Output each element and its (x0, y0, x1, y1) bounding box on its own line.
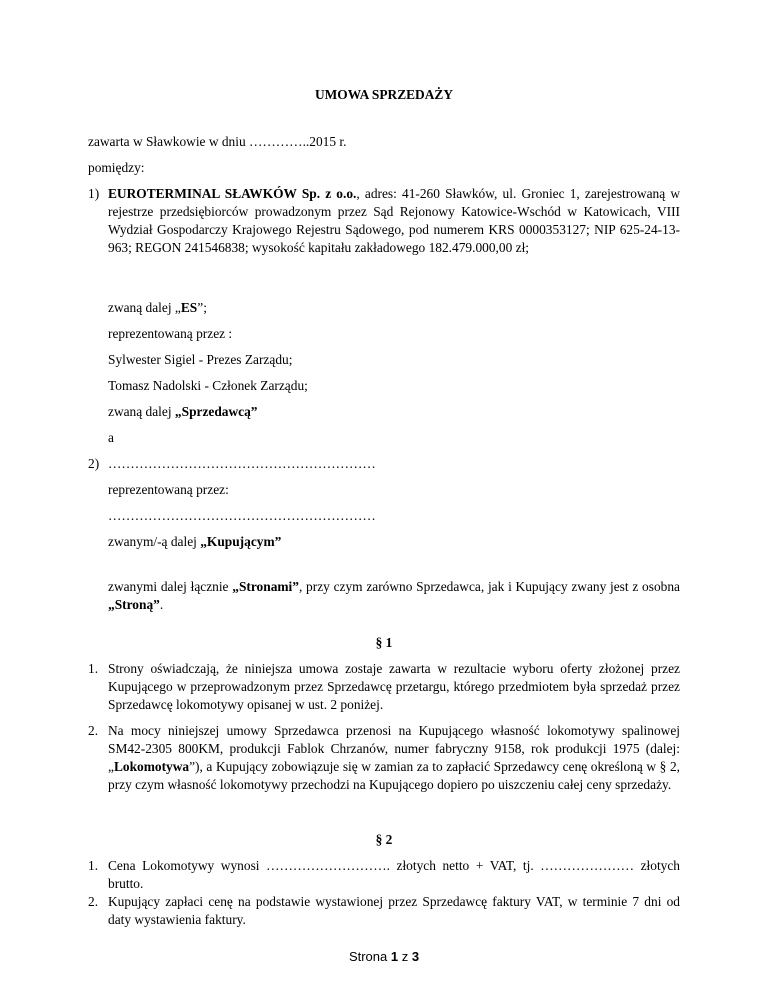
parties-definition: zwanymi dalej łącznie „Stronami”, przy czym zarówno Sprzedawca, jak i Kupujący zwany jest z osobna „Stroną”. (108, 579, 680, 612)
section-2-item-2-number: 2. (88, 894, 99, 909)
section-2-item-2: Kupujący zapłaci cenę na podstawie wystawionej przez Sprzedawcę faktury VAT, w terminie 7 dni od daty wystawienia faktury. (108, 894, 680, 927)
section-2-heading: § 2 (375, 832, 393, 847)
document-title: UMOWA SPRZEDAŻY (314, 87, 453, 102)
party1-called: zwaną dalej „ES”; (108, 300, 207, 315)
party2-representative-blank: …………………………………………………… (108, 508, 376, 523)
party2-role: zwanym/-ą dalej „Kupującym” (108, 534, 282, 549)
party1-representative-2: Tomasz Nadolski - Członek Zarządu; (108, 378, 308, 393)
party2-blank: …………………………………………………… (108, 456, 376, 471)
party1-name: EUROTERMINAL SŁAWKÓW Sp. z o.o. (108, 186, 357, 201)
section-1-heading: § 1 (375, 635, 393, 650)
party1-description (108, 185, 680, 257)
party1-details: , adres: 41-260 Sławków, ul. Groniec 1, zarejestrowaną w rejestrze przedsiębiorców prowadzonym przez Sąd Rejonowy Katowice-Wschód w Katowicach, VIII Wydział Gospodarczy Krajowego Rejestru Sądowego, pod numerem KRS 0000353127; NIP 625-24-13-963; REGON 241546838; wysokość kapitału zakładowego 182.479.000,00 zł; (108, 186, 680, 255)
locomotive-term: Lokomotywa (113, 759, 190, 774)
page-footer: Strona 1 z 3 (348, 949, 420, 964)
party2-number: 2) (88, 456, 100, 471)
section-1-item-2-number: 2. (88, 723, 99, 738)
party1-number: 1) (88, 186, 100, 201)
and-connector: a (108, 430, 114, 445)
section-2-item-1: Cena Lokomotywy wynosi ………………………. złotych netto + VAT, tj. ………………… złotych brutto. (108, 858, 680, 891)
party1-representative-1: Sylwester Sigiel - Prezes Zarządu; (108, 352, 293, 367)
intro-between: pomiędzy: (88, 160, 145, 175)
party1-role: zwaną dalej „Sprzedawcą” (108, 404, 258, 419)
section-1-item-1: Strony oświadczają, że niniejsza umowa zostaje zawarta w rezultacie wyboru oferty złożonej przez Kupującego w przeprowadzonym przez Sprzedawcę przetargu, którego przedmiotem była sprzedaż przez Sprzedawcę lokomotywy opisanej w ust. 2 poniżej. (108, 661, 680, 712)
section-1-item-1-number: 1. (88, 661, 99, 676)
section-1-item-2: Na mocy niniejszej umowy Sprzedawca przenosi na Kupującego własność lokomotywy spalinowej SM42-2305 800KM, produkcji Fablok Chrzanów, numer fabryczny 9158, rok produkcji 1975 (dalej: „Lokomotywa”), a Kupujący zobowiązuje się w zamian za to zapłacić Sprzedawcy cenę określoną w § 2, przy czym własność lokomotywy przechodzi na Kupującego dopiero po uiszczeniu całej ceny sprzedaży. (108, 723, 680, 792)
section-2-item-1-number: 1. (88, 858, 99, 873)
party2-represented-by: reprezentowaną przez: (108, 482, 229, 497)
party1-short-name: ES (180, 300, 198, 315)
total-page-count: 3 (411, 949, 420, 964)
current-page-number: 1 (390, 949, 399, 964)
intro-concluded: zawarta w Sławkowie w dniu …………..2015 r. (88, 134, 347, 149)
party1-represented-by: reprezentowaną przez : (108, 326, 233, 341)
